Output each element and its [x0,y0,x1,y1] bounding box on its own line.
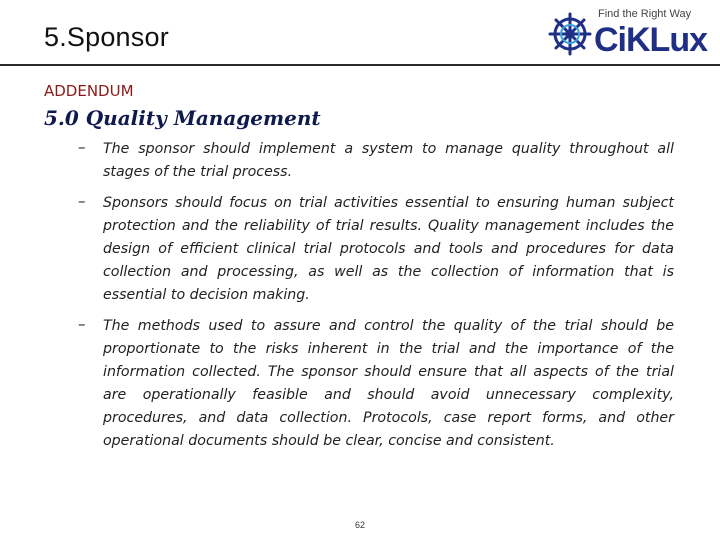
bullet-text: The methods used to assure and control the quality of the trial should be proportionate to the risks inherent in the trial and the importance of the information collected. The sponsor should ensure that all aspects of the trial are operationally feasible and should avoid unnecessary complexity, procedures, and data collection. Protocols, case report forms, and other operational documents should be clear, concise and consistent. [103,318,674,449]
bullet-list [74,138,674,461]
page-number: 62 [355,520,366,530]
dash-bullet-icon: – [78,192,86,210]
company-logo [548,6,716,64]
list-item [74,315,674,453]
title-divider [0,64,720,66]
logo-wordmark: CiKLux [594,21,707,59]
logo-tagline: Find the Right Way [598,8,692,20]
dash-bullet-icon: – [78,315,86,333]
dash-bullet-icon: – [78,138,86,156]
bullet-text: The sponsor should implement a system to manage quality throughout all stages of the trial process. [103,141,674,180]
bullet-text: Sponsors should focus on trial activities essential to ensuring human subject protection and the reliability of trial results. Quality management includes the design of efficient clinical trial protocols and tools and procedures for data collection and processing, as well as the collection of information that is essential to decision making. [103,195,674,303]
list-item [74,192,674,307]
list-item [74,138,674,184]
ship-wheel-icon [548,12,592,56]
slide-title: 5.Sponsor [44,22,169,52]
section-heading: 5.0 Quality Management [44,106,321,130]
section-label: ADDENDUM [44,82,134,100]
